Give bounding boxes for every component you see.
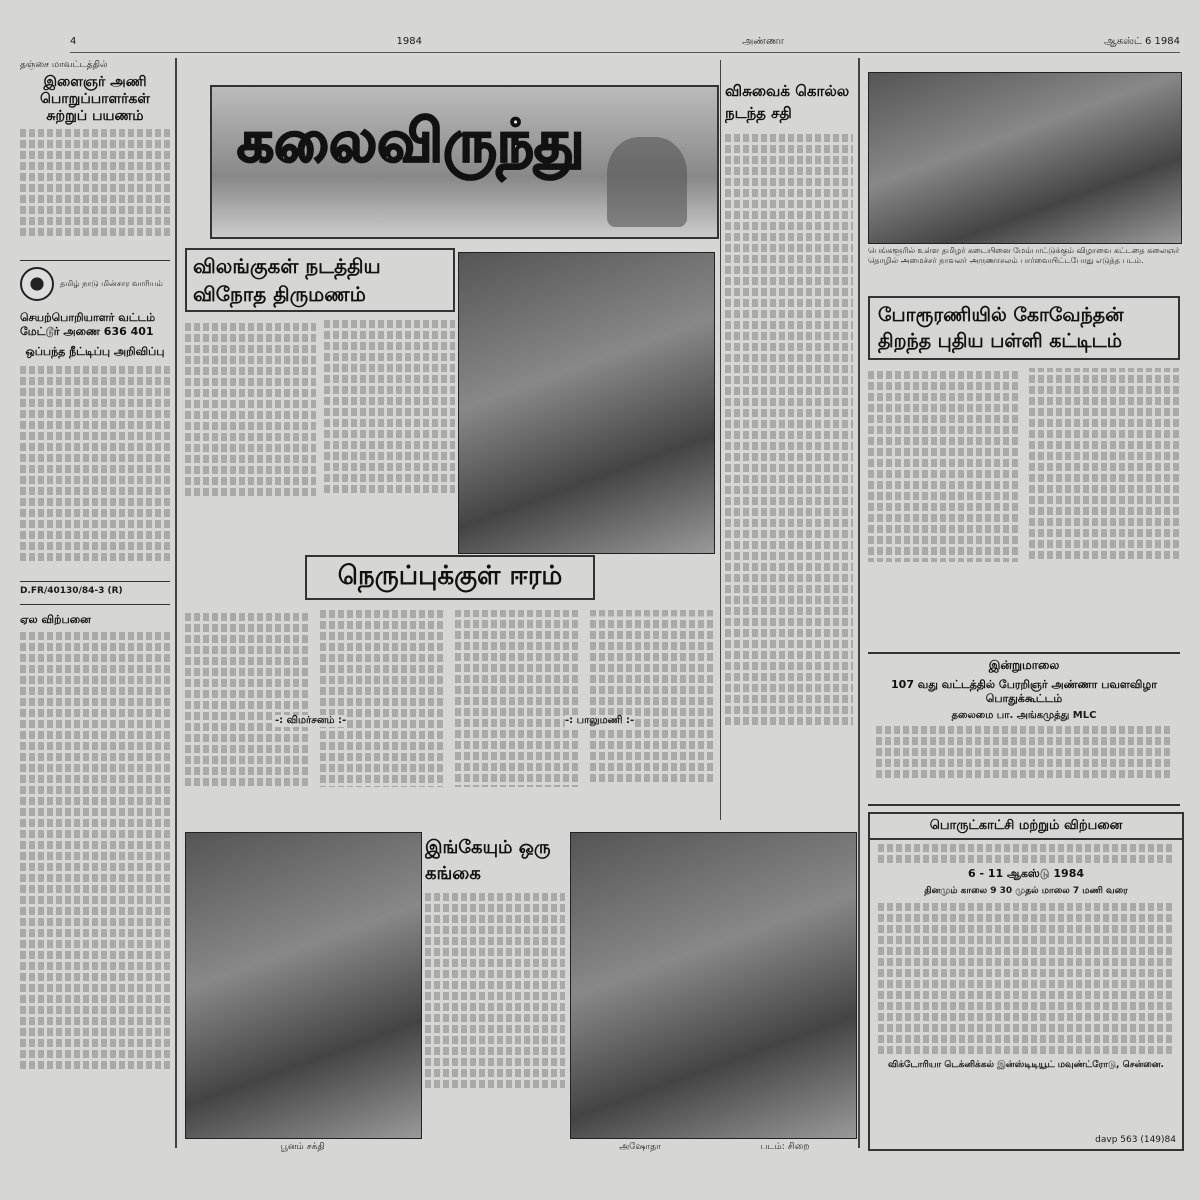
caption-left: பூனம் சக்தி [280, 1142, 325, 1152]
story-nerupukkul-eeram [185, 555, 715, 825]
story-animals-wedding [185, 248, 455, 568]
story-school-building [868, 296, 1180, 641]
tneb-name: தமிழ் நாடு மின்சார வாரியம் [60, 279, 163, 288]
expo-dates: 6 - 11 ஆகஸ்டு 1984 [967, 867, 1085, 880]
author-tag: -: பாலுமணி :- [565, 715, 635, 726]
tneb-notice-text [20, 366, 170, 581]
headline-youth-wing: இளைஞர் அணி பொறுப்பாளர்கள் சுற்றுப் பயணம் [39, 74, 151, 124]
notice-chair: தலைமை பா. அங்கமுத்து MLC [951, 710, 1097, 721]
tneb-logo-icon [20, 267, 54, 301]
side-story-text [725, 134, 853, 725]
left-column [20, 60, 170, 1160]
paper-name: அண்ணா [742, 36, 784, 47]
side-story [725, 80, 853, 820]
side-story-head: விசுவைக் கொல்ல நடந்த சதி [725, 82, 850, 122]
expo-body [878, 903, 1174, 1054]
story1-head: விலங்குகள் நடத்திய விநோத திருமணம் [185, 248, 455, 312]
school-text [868, 368, 1180, 613]
story3-head: இங்கேயும் ஒரு கங்கை [425, 837, 551, 884]
event-photo-right [868, 72, 1182, 244]
story3-text [425, 893, 565, 1088]
review-tag: -: விமர்சனம் :- [275, 715, 347, 726]
date-left: 1984 [396, 36, 422, 47]
school-head: போரூரணியில் கோவேந்தன் திறந்த புதிய பள்ளி கட்டிடம் [868, 296, 1180, 360]
tneb-notice-title: ஒப்பந்த நீட்டிப்பு அறிவிப்பு [25, 345, 165, 358]
story1-text [185, 320, 455, 498]
story2-text [185, 610, 715, 825]
banner-title: கலைவிருந்து [237, 107, 585, 175]
auction-heading: ஏல விற்பனை [20, 613, 91, 626]
story-ingeyum-oru-gangai [425, 835, 565, 1145]
couple-photo [458, 252, 715, 554]
expo-title: பொருட்காட்சி மற்றும் விற்பனை [870, 814, 1182, 840]
event-photo-caption: பெங்களூரில் உள்ள தமிழர் கடையினை மேம்பாட்டுக்கும் விழாவை கட்டதை கலைஞர் தொழில் அமைச்சர் நாவலர் அருணாசலம் பார்வையிட்டபோது எடுத்த படம். [868, 246, 1180, 265]
notice-text [876, 726, 1172, 778]
actress-photo-left [185, 832, 422, 1139]
caption-mid2: படம்: சிறை [760, 1142, 810, 1152]
davp-code: davp 563 (149)84 [1095, 1135, 1176, 1145]
notice-title: இன்றுமாலை [988, 658, 1060, 672]
banner-kalaivirundhu [210, 85, 719, 239]
notice-event: 107 வது வட்டத்தில் பேரறிஞர் அண்ணா பவளவிழா பொதுக்கூட்டம் [891, 678, 1157, 705]
kicker: தஞ்சை மாவட்டத்தில் [20, 60, 108, 70]
expo-intro [878, 844, 1174, 863]
dancer-illustration [607, 137, 687, 227]
date-right: ஆகஸ்ட் 6 1984 [1104, 36, 1180, 47]
dancer-photo [570, 832, 857, 1139]
story2-head: நெருப்புக்குள் ஈரம் [305, 555, 595, 600]
page-number: 4 [70, 36, 77, 47]
expo-time: தினமும் காலை 9 30 முதல் மாலை 7 மணி வரை [924, 886, 1128, 896]
expo-footer: விக்டோரியா டெக்னிக்கல் இன்ஸ்டிடியூட் மவுண்ட்ரோடு, சென்னை. [888, 1060, 1164, 1070]
auction-text [20, 632, 170, 1160]
expo-ad [868, 812, 1184, 1151]
masthead [70, 36, 1180, 53]
article-text [20, 129, 170, 254]
dfr-code: D.FR/40130/84-3 (R) [20, 581, 170, 596]
tneb-office: செயற்பொறியாளர் வட்டம் மேட்டூர் அணை 636 401 [20, 311, 156, 338]
caption-mid1: அஷோதா [619, 1142, 661, 1152]
notice-box [868, 652, 1180, 806]
